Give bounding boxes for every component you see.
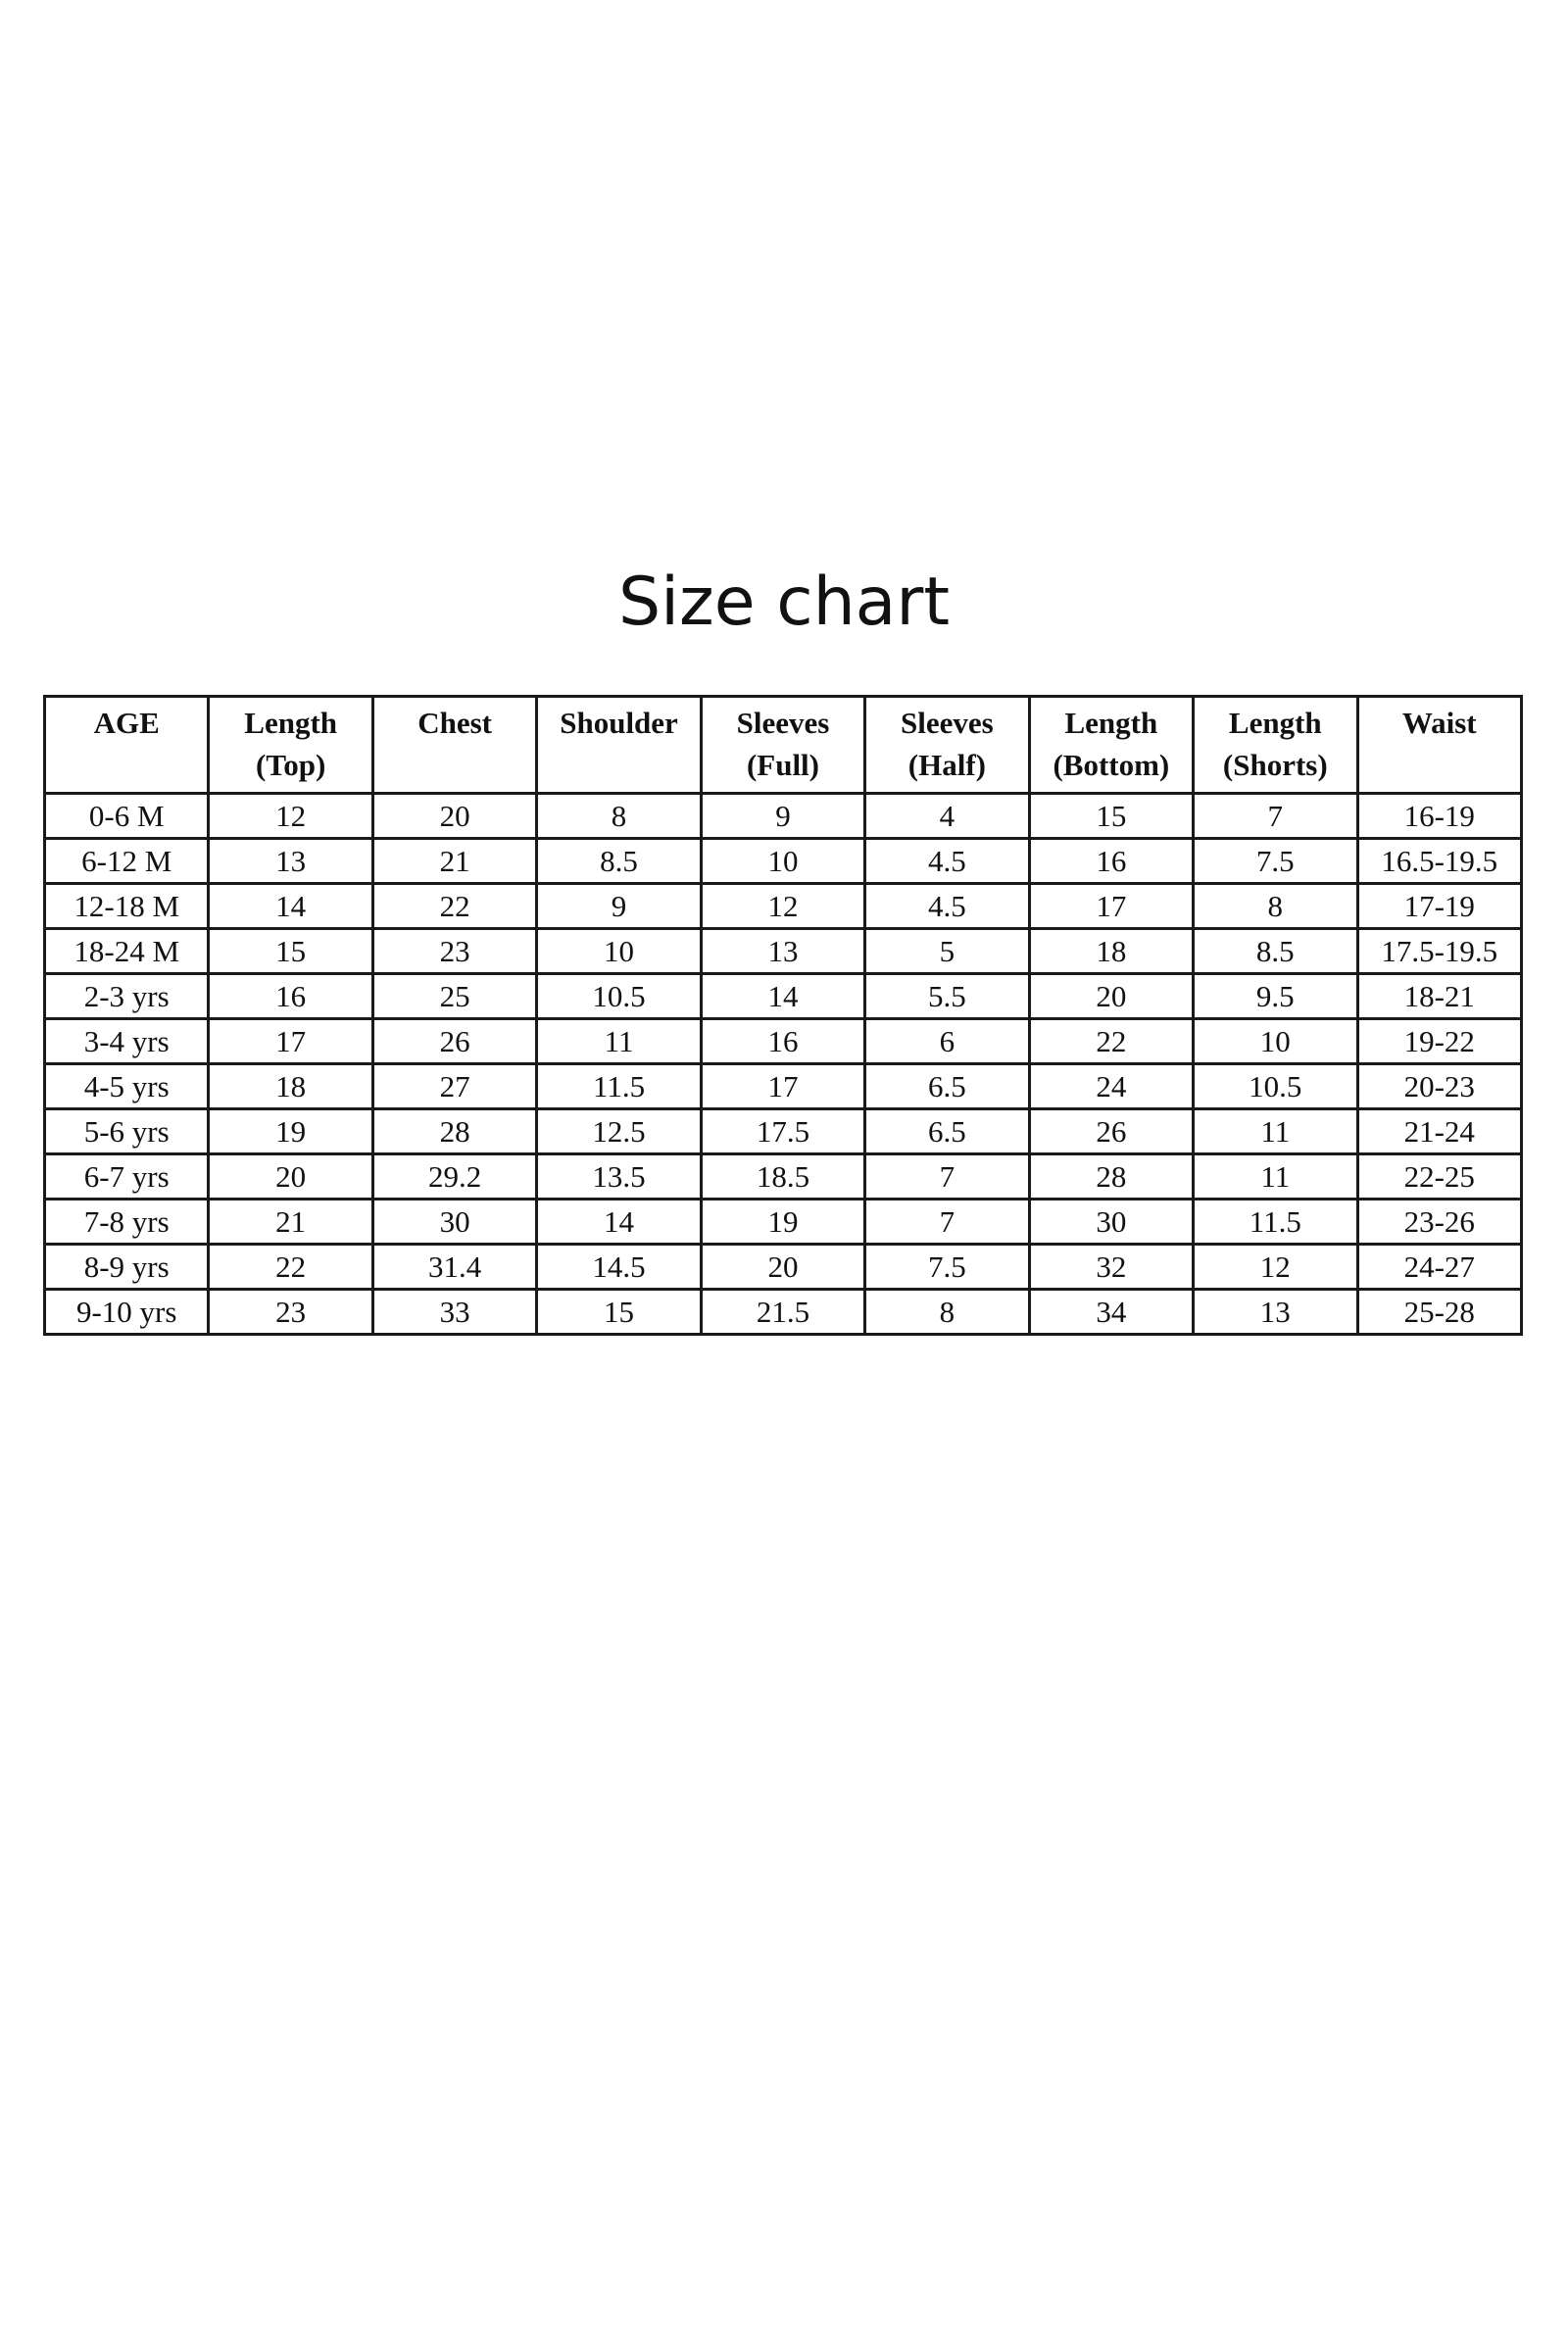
table-cell: 4-5 yrs [45, 1064, 209, 1109]
table-cell: 16-19 [1357, 794, 1522, 839]
table-cell: 8 [1194, 884, 1357, 929]
table-cell: 6-12 M [45, 839, 209, 884]
table-row [45, 839, 1522, 884]
table-cell: 33 [372, 1290, 536, 1335]
table-cell: 12.5 [537, 1109, 701, 1154]
table-cell: 30 [372, 1200, 536, 1245]
table-cell: 24 [1029, 1064, 1193, 1109]
table-cell: 8 [537, 794, 701, 839]
table-row [45, 794, 1522, 839]
table-cell: 25-28 [1357, 1290, 1522, 1335]
table-cell: 18-24 M [45, 929, 209, 974]
page-title: Size chart [618, 564, 950, 641]
table-header [45, 697, 1522, 794]
table-cell: 9-10 yrs [45, 1290, 209, 1335]
table-cell: 20 [209, 1154, 372, 1200]
table-cell: 22 [209, 1245, 372, 1290]
table-cell: 11.5 [1194, 1200, 1357, 1245]
table-cell: 25 [372, 974, 536, 1019]
table-cell: 22 [372, 884, 536, 929]
table-cell: 14.5 [537, 1245, 701, 1290]
table-cell: 16.5-19.5 [1357, 839, 1522, 884]
table-cell: 21 [209, 1200, 372, 1245]
table-cell: 12 [1194, 1245, 1357, 1290]
table-row [45, 1290, 1522, 1335]
table-cell: 14 [209, 884, 372, 929]
table-cell: 5.5 [865, 974, 1029, 1019]
table-cell: 11 [537, 1019, 701, 1064]
table-cell: 13 [209, 839, 372, 884]
table-cell: 6 [865, 1019, 1029, 1064]
table-cell: 12-18 M [45, 884, 209, 929]
size-chart-table [43, 695, 1523, 1336]
table-cell: 22-25 [1357, 1154, 1522, 1200]
table-cell: 26 [1029, 1109, 1193, 1154]
table-row [45, 1109, 1522, 1154]
table-cell: 10.5 [537, 974, 701, 1019]
table-cell: 21.5 [701, 1290, 864, 1335]
table-cell: 19-22 [1357, 1019, 1522, 1064]
header-row [45, 697, 1522, 794]
table-cell: 8.5 [1194, 929, 1357, 974]
table-cell: 11 [1194, 1154, 1357, 1200]
table-row [45, 1200, 1522, 1245]
table-cell: 7 [865, 1154, 1029, 1200]
table-cell: 20 [1029, 974, 1193, 1019]
table-cell: 4 [865, 794, 1029, 839]
table-body [45, 794, 1522, 1335]
table-cell: 24-27 [1357, 1245, 1522, 1290]
table-cell: 22 [1029, 1019, 1193, 1064]
table-cell: 21-24 [1357, 1109, 1522, 1154]
table-cell: 7.5 [1194, 839, 1357, 884]
col-header-waist: Waist [1357, 697, 1522, 794]
table-cell: 9.5 [1194, 974, 1357, 1019]
table-cell: 7 [1194, 794, 1357, 839]
table-cell: 8 [865, 1290, 1029, 1335]
table-cell: 12 [209, 794, 372, 839]
table-cell: 17.5 [701, 1109, 864, 1154]
table-cell: 16 [209, 974, 372, 1019]
table-cell: 17-19 [1357, 884, 1522, 929]
table-cell: 4.5 [865, 884, 1029, 929]
table-cell: 31.4 [372, 1245, 536, 1290]
col-header-age: AGE [45, 697, 209, 794]
table-cell: 5 [865, 929, 1029, 974]
table-cell: 13 [1194, 1290, 1357, 1335]
table-cell: 11 [1194, 1109, 1357, 1154]
table-cell: 18.5 [701, 1154, 864, 1200]
table-cell: 15 [209, 929, 372, 974]
table-cell: 26 [372, 1019, 536, 1064]
table-cell: 17.5-19.5 [1357, 929, 1522, 974]
table-cell: 16 [701, 1019, 864, 1064]
table-cell: 28 [372, 1109, 536, 1154]
table-cell: 6.5 [865, 1064, 1029, 1109]
table-cell: 10 [537, 929, 701, 974]
table-row [45, 884, 1522, 929]
table-cell: 7.5 [865, 1245, 1029, 1290]
table-cell: 21 [372, 839, 536, 884]
table-cell: 10 [701, 839, 864, 884]
table-cell: 6-7 yrs [45, 1154, 209, 1200]
table-cell: 27 [372, 1064, 536, 1109]
table-cell: 15 [537, 1290, 701, 1335]
table-cell: 11.5 [537, 1064, 701, 1109]
table-cell: 9 [537, 884, 701, 929]
table-cell: 32 [1029, 1245, 1193, 1290]
table-cell: 17 [701, 1064, 864, 1109]
table-cell: 10.5 [1194, 1064, 1357, 1109]
table-cell: 10 [1194, 1019, 1357, 1064]
col-header-length-shorts: Length (Shorts) [1194, 697, 1357, 794]
table-cell: 23 [372, 929, 536, 974]
table-row [45, 1064, 1522, 1109]
table-cell: 2-3 yrs [45, 974, 209, 1019]
table-cell: 12 [701, 884, 864, 929]
col-header-sleeves-full: Sleeves (Full) [701, 697, 864, 794]
table-cell: 20 [372, 794, 536, 839]
table-cell: 28 [1029, 1154, 1193, 1200]
col-header-chest: Chest [372, 697, 536, 794]
table-cell: 18 [1029, 929, 1193, 974]
table-cell: 19 [701, 1200, 864, 1245]
table-cell: 3-4 yrs [45, 1019, 209, 1064]
table-cell: 29.2 [372, 1154, 536, 1200]
table-cell: 19 [209, 1109, 372, 1154]
table-cell: 5-6 yrs [45, 1109, 209, 1154]
table-cell: 0-6 M [45, 794, 209, 839]
table-row [45, 1245, 1522, 1290]
table-row [45, 1154, 1522, 1200]
table-cell: 8.5 [537, 839, 701, 884]
table-cell: 30 [1029, 1200, 1193, 1245]
table-cell: 7 [865, 1200, 1029, 1245]
table-cell: 20 [701, 1245, 864, 1290]
col-header-sleeves-half: Sleeves (Half) [865, 697, 1029, 794]
table-cell: 15 [1029, 794, 1193, 839]
table-cell: 23-26 [1357, 1200, 1522, 1245]
table-cell: 16 [1029, 839, 1193, 884]
table-row [45, 974, 1522, 1019]
table-row [45, 1019, 1522, 1064]
table-cell: 34 [1029, 1290, 1193, 1335]
table-cell: 18 [209, 1064, 372, 1109]
table-cell: 14 [701, 974, 864, 1019]
table-cell: 17 [209, 1019, 372, 1064]
table-cell: 4.5 [865, 839, 1029, 884]
table-row [45, 929, 1522, 974]
table-cell: 7-8 yrs [45, 1200, 209, 1245]
col-header-length-top: Length (Top) [209, 697, 372, 794]
table-cell: 18-21 [1357, 974, 1522, 1019]
table-cell: 14 [537, 1200, 701, 1245]
table-cell: 9 [701, 794, 864, 839]
table-cell: 20-23 [1357, 1064, 1522, 1109]
col-header-length-bottom: Length (Bottom) [1029, 697, 1193, 794]
table-cell: 17 [1029, 884, 1193, 929]
table-cell: 6.5 [865, 1109, 1029, 1154]
table-cell: 13.5 [537, 1154, 701, 1200]
table-cell: 13 [701, 929, 864, 974]
table-cell: 23 [209, 1290, 372, 1335]
table-cell: 8-9 yrs [45, 1245, 209, 1290]
col-header-shoulder: Shoulder [537, 697, 701, 794]
